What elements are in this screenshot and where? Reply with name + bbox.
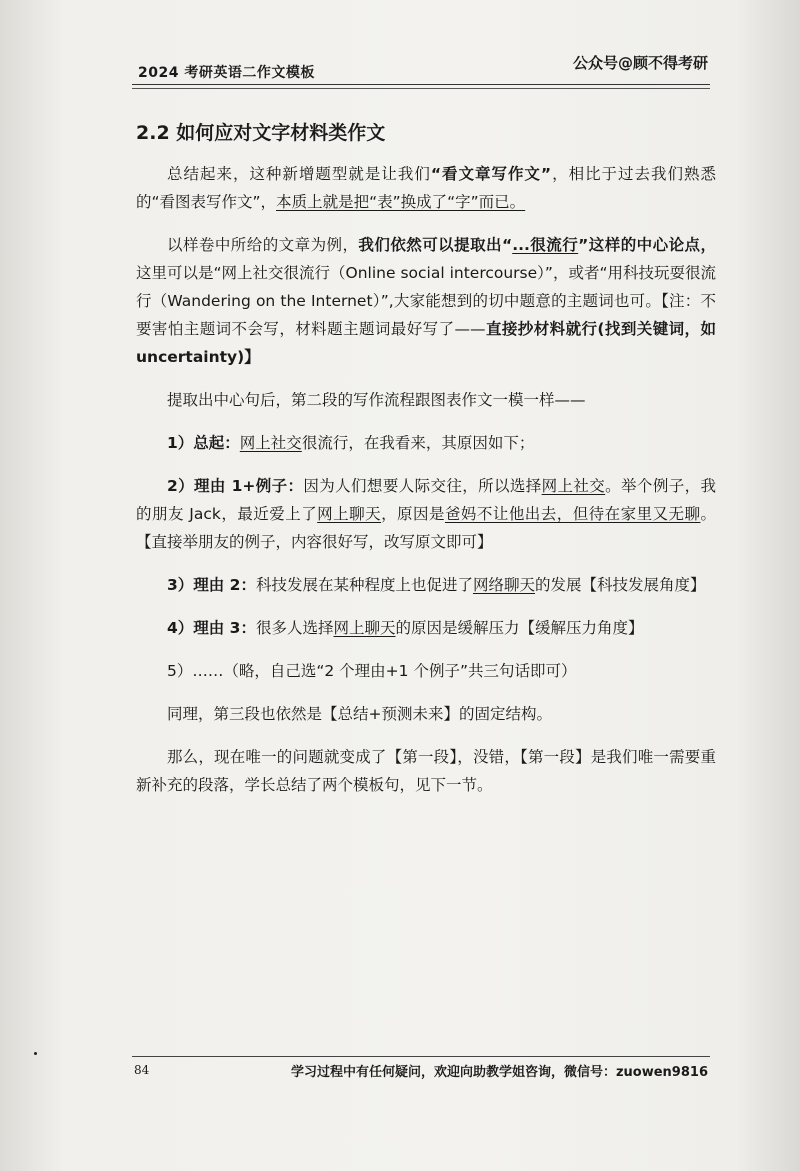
p4-underline: 网上社交 <box>239 434 302 452</box>
p5-text-f: ，原因是 <box>381 505 445 523</box>
p7-text-b: 很多人选择 <box>255 619 334 637</box>
paragraph-5 <box>136 472 716 556</box>
body-content <box>136 160 716 814</box>
paragraph-4 <box>136 429 716 457</box>
p4-text: 很流行，在我看来，其原因如下； <box>301 434 535 452</box>
p5-text-h: 。【直接举朋友的例子，内容很好写，改写原文即可】 <box>136 505 716 551</box>
p6-underline: 网络聊天 <box>472 576 535 594</box>
p2-bold-d: ”这样的中心论点， <box>578 236 716 254</box>
p1-underline: 本质上就是把“表”换成了“字”而已。 <box>276 193 526 211</box>
paragraph-10: 那么，现在唯一的问题就变成了【第一段】，没错，【第一段】是我们唯一需要重新补充的段落，学长总结了两个模板句，见下一节。 <box>136 748 716 794</box>
p5-underline-e: 网上聊天 <box>317 505 382 523</box>
p5-label: 2）理由 1+例子： <box>167 477 304 495</box>
p2-bold-b: 我们依然可以提取出“ <box>358 236 513 254</box>
footer-note: 学习过程中有任何疑问，欢迎向助教学姐咨询，微信号：zuowen9816 <box>290 1065 708 1080</box>
paragraph-8: 5）……（略，自己选“2 个理由+1 个例子”共三句话即可） <box>167 662 577 680</box>
scan-speck <box>34 1052 37 1055</box>
p7-label: 4）理由 3： <box>167 619 256 637</box>
header-rule-thin <box>132 88 710 89</box>
p7-underline: 网上聊天 <box>333 619 396 637</box>
p5-text-b: 因为人们想要人际交往，所以选择 <box>303 477 542 495</box>
p2-bold-f: 直接抄材料就行(找到关键词，如 uncertainty)】 <box>136 320 716 366</box>
header-left-title: 2024 考研英语二作文模板 <box>138 65 315 81</box>
p2-bold-underline: ...很流行 <box>512 236 579 254</box>
paragraph-7 <box>136 614 716 642</box>
footer-rule <box>132 1056 710 1057</box>
p6-text-b: 科技发展在某种程度上也促进了 <box>255 576 473 594</box>
p2-text-a: 以样卷中所给的文章为例， <box>167 236 359 254</box>
header-right-title: 公众号@顾不得考研 <box>572 54 708 72</box>
p1-text-c: ，相比于过去我们熟悉的“看图表写作文”， <box>136 165 716 211</box>
header-rule <box>132 84 710 85</box>
paragraph-2 <box>136 231 716 371</box>
p6-label: 3）理由 2： <box>167 576 256 594</box>
p5-underline-g: 爸妈不让他出去，但待在家里又无聊 <box>444 505 701 523</box>
section-title: 2.2 如何应对文字材料类作文 <box>136 122 386 144</box>
p6-text-d: 的发展【科技发展角度】 <box>535 576 706 594</box>
page-number: 84 <box>134 1063 150 1077</box>
p5-underline-c: 网上社交 <box>541 477 606 495</box>
paragraph-6 <box>136 571 716 599</box>
paragraph-3: 提取出中心句后，第二段的写作流程跟图表作文一模一样—— <box>167 391 586 409</box>
p5-text-d: 。举个例子，我的朋友 Jack，最近爱上了 <box>136 477 716 523</box>
p1-emphasis: “看文章写作文” <box>430 165 552 183</box>
paragraph-9: 同理，第三段也依然是【总结+预测未来】的固定结构。 <box>167 705 552 723</box>
p4-label: 1）总起： <box>167 434 240 452</box>
paragraph-1 <box>136 160 716 216</box>
p1-text-a: 总结起来，这种新增题型就是让我们 <box>167 165 431 183</box>
p7-text-d: 的原因是缓解压力【缓解压力角度】 <box>395 619 644 637</box>
p2-text-e: 这里可以是“网上社交很流行（Online social intercourse）”，或者“用科技玩耍很流行（Wandering on the Internet）”,大家能想到的切中题意的主题词也可。【注：不要害怕主题词不会写，材料题主题词最好写了—— <box>136 264 716 338</box>
